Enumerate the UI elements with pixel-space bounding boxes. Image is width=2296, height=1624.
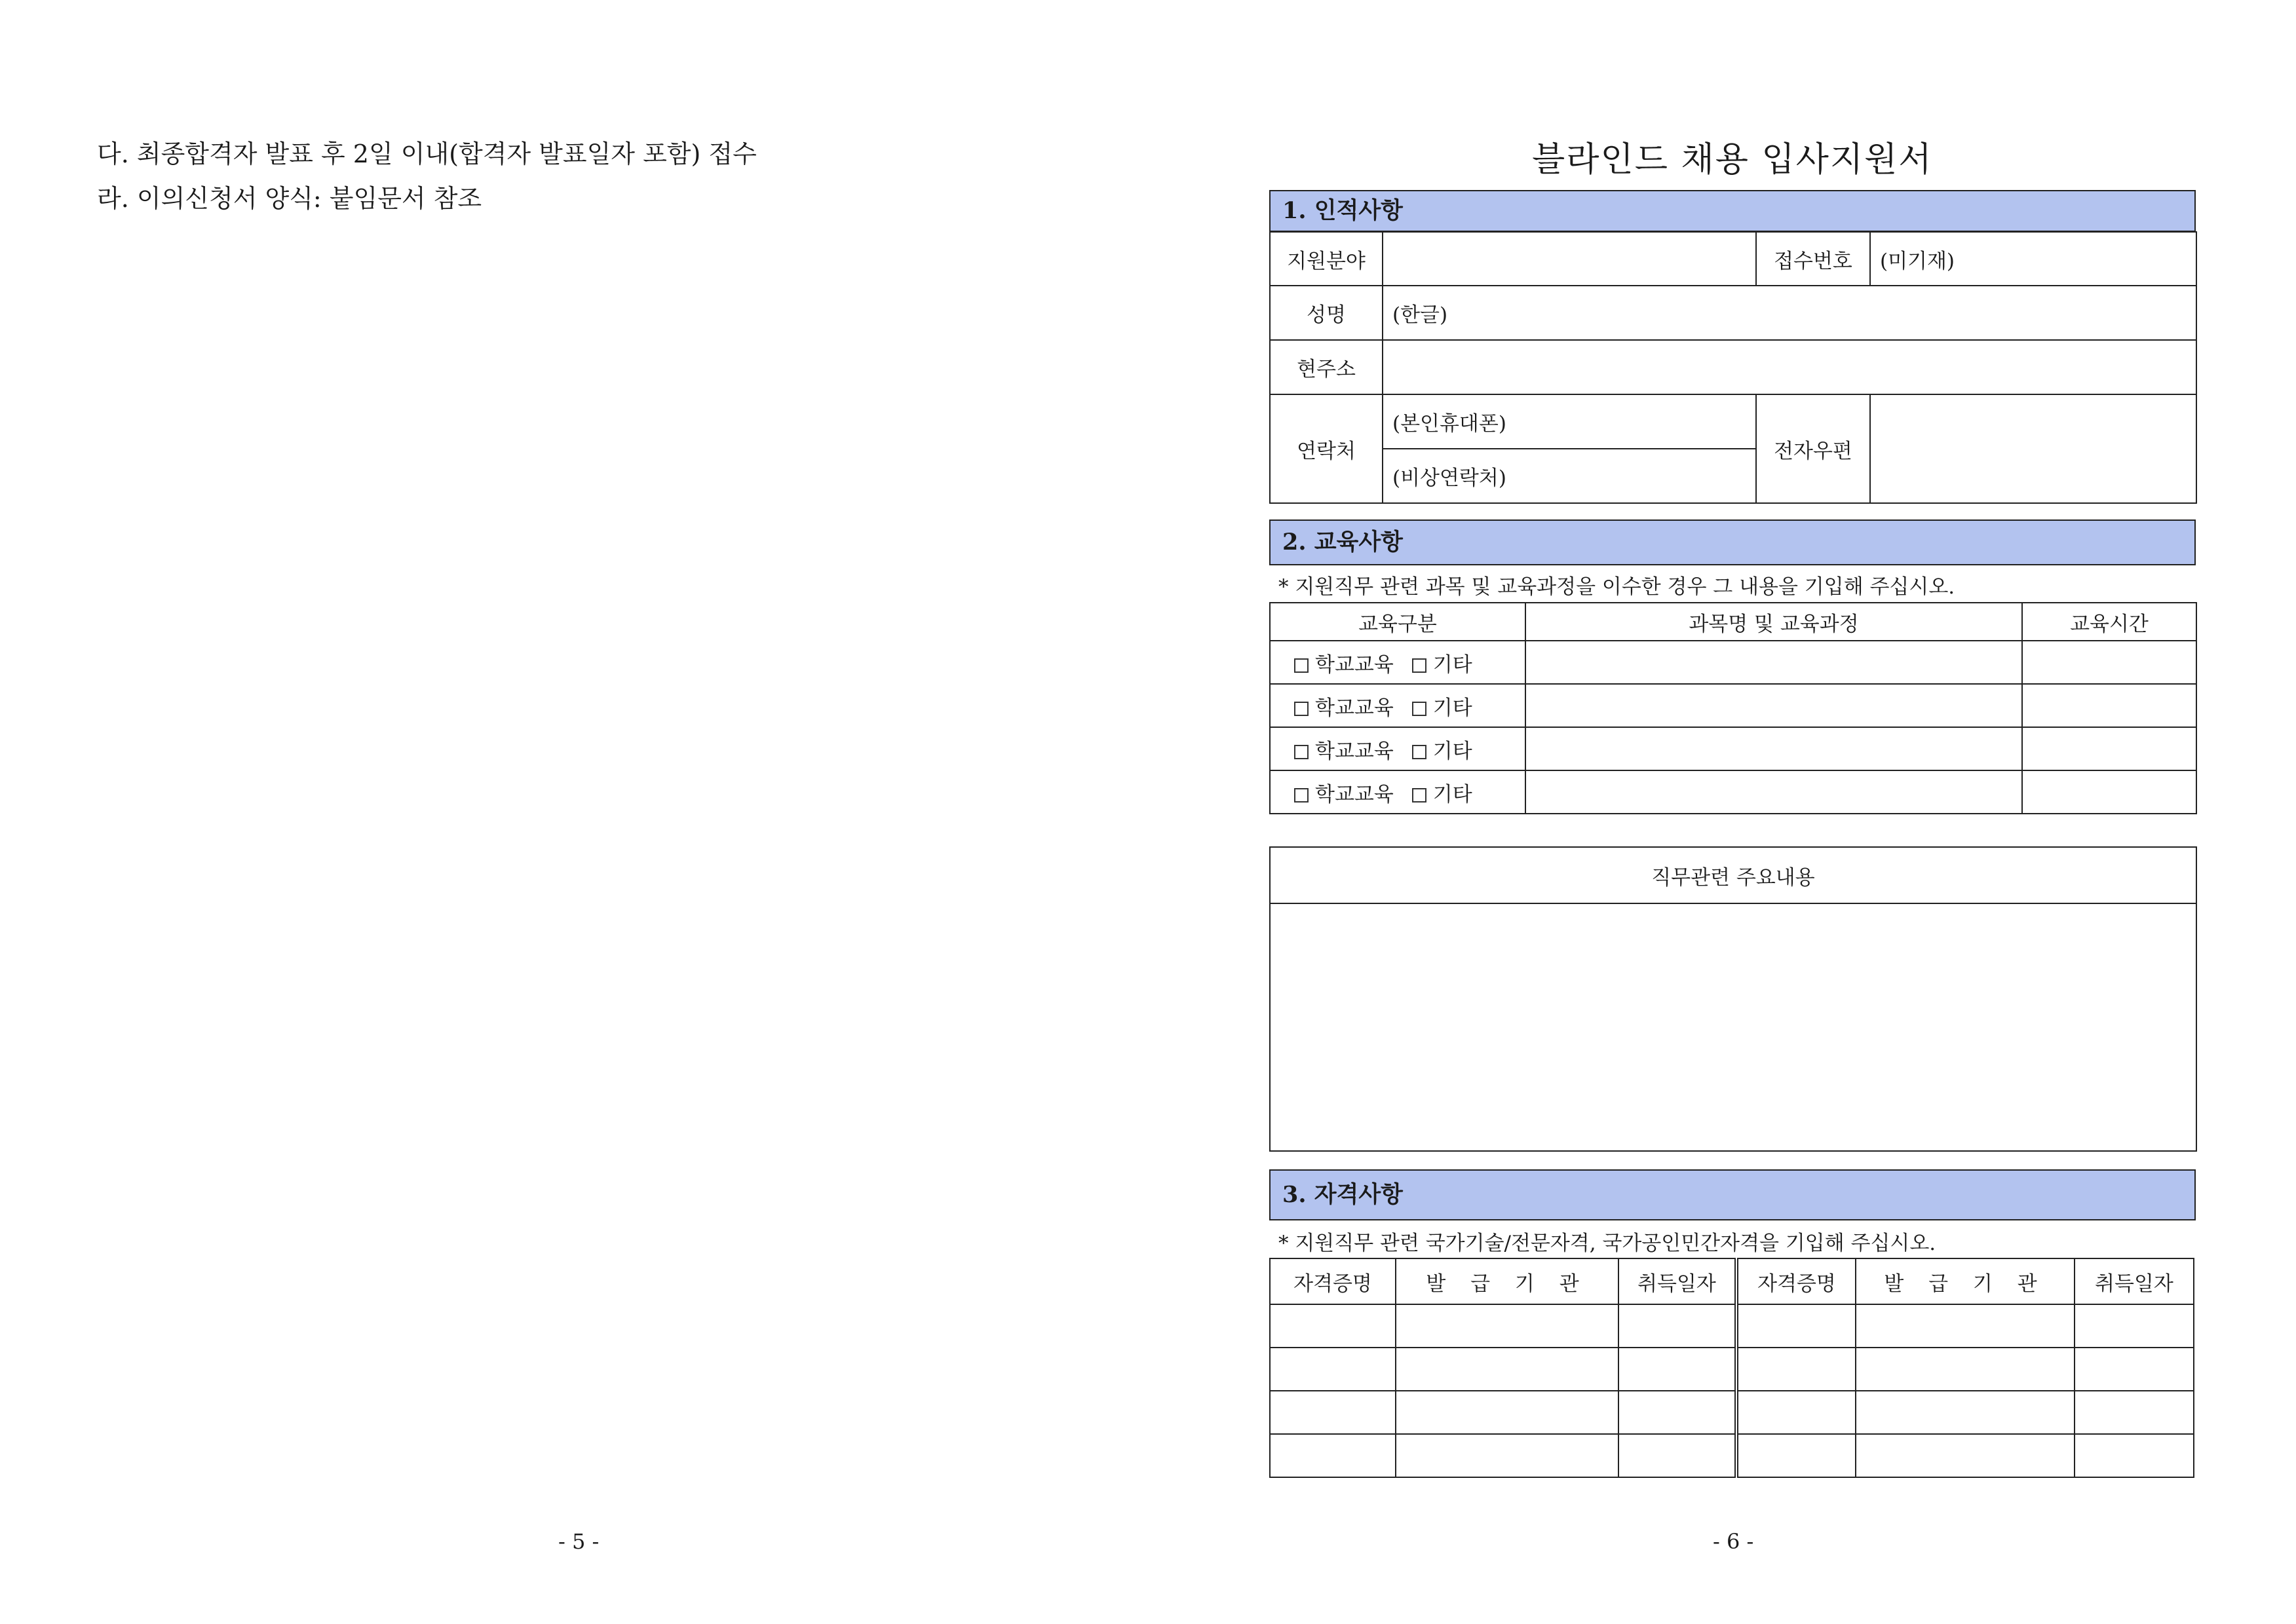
email-input-cell[interactable] — [1870, 394, 2196, 503]
hours-input-cell[interactable] — [2022, 641, 2196, 684]
edu-type-cell — [1270, 641, 1525, 684]
school-option-label: 학교교육 — [1315, 696, 1394, 720]
hours-input-cell[interactable] — [2022, 727, 2196, 770]
school-option-label: 학교교육 — [1315, 782, 1394, 806]
name-input-cell[interactable]: (한글) — [1383, 286, 2196, 340]
edu-type-cell — [1270, 770, 1525, 814]
cert-cell[interactable] — [1736, 1348, 1856, 1391]
cert-col-date: 취득일자 — [1618, 1258, 1736, 1304]
duty-header: 직무관련 주요내용 — [1270, 847, 2196, 903]
cert-cell[interactable] — [1856, 1304, 2075, 1348]
education-table — [1269, 602, 2197, 814]
course-input-cell[interactable] — [1525, 770, 2022, 814]
cert-col-date-2: 취득일자 — [2075, 1258, 2194, 1304]
other-option-label: 기타 — [1432, 696, 1472, 720]
cert-cell[interactable] — [1618, 1348, 1736, 1391]
cert-col-name-2: 자격증명 — [1736, 1258, 1856, 1304]
table-row — [1270, 1304, 2194, 1348]
label-name: 성명 — [1270, 286, 1383, 340]
table-row — [1270, 641, 2196, 684]
cert-cell[interactable] — [1270, 1434, 1396, 1477]
label-contact: 연락처 — [1270, 394, 1383, 503]
certificate-note: * 지원직무 관련 국가기술/전문자격, 국가공인민간자격을 기입해 주십시오. — [1278, 1232, 1936, 1255]
table-row — [1270, 684, 2196, 727]
notice-line-1: 다. 최종합격자 발표 후 2일 이내(합격자 발표일자 포함) 접수 — [97, 140, 757, 168]
cert-cell[interactable] — [1618, 1304, 1736, 1348]
other-checkbox[interactable] — [1412, 745, 1426, 759]
cert-col-issuer-2: 발 급 기 관 — [1856, 1258, 2075, 1304]
form-title: 블라인드 채용 입사지원서 — [1532, 140, 1933, 179]
cert-col-issuer: 발 급 기 관 — [1396, 1258, 1618, 1304]
cert-cell[interactable] — [1270, 1304, 1396, 1348]
cert-cell[interactable] — [1736, 1391, 1856, 1434]
cert-cell[interactable] — [1618, 1434, 1736, 1477]
hours-input-cell[interactable] — [2022, 684, 2196, 727]
edu-col-course: 과목명 및 교육과정 — [1525, 603, 2022, 641]
other-checkbox[interactable] — [1412, 702, 1426, 716]
section1-header: 1. 인적사항 — [1269, 190, 2196, 232]
cert-cell[interactable] — [1396, 1391, 1618, 1434]
table-row — [1270, 1434, 2194, 1477]
cert-cell[interactable] — [1396, 1304, 1618, 1348]
duty-content-input[interactable] — [1270, 903, 2196, 1151]
cert-col-name: 자격증명 — [1270, 1258, 1396, 1304]
cert-cell[interactable] — [1618, 1391, 1736, 1434]
other-checkbox[interactable] — [1412, 788, 1426, 803]
course-input-cell[interactable] — [1525, 641, 2022, 684]
table-row — [1270, 1348, 2194, 1391]
edu-type-cell — [1270, 727, 1525, 770]
emergency-input-cell[interactable]: (비상연락처) — [1383, 449, 1756, 503]
school-checkbox[interactable] — [1294, 702, 1309, 716]
school-option-label: 학교교육 — [1315, 739, 1394, 763]
cert-cell[interactable] — [1736, 1434, 1856, 1477]
cert-cell[interactable] — [2075, 1434, 2194, 1477]
other-option-label: 기타 — [1432, 739, 1472, 763]
cert-cell[interactable] — [2075, 1348, 2194, 1391]
duty-content-table — [1269, 846, 2197, 1152]
cert-cell[interactable] — [1270, 1348, 1396, 1391]
label-field: 지원분야 — [1270, 232, 1383, 286]
cert-cell[interactable] — [1396, 1348, 1618, 1391]
cert-cell[interactable] — [1270, 1391, 1396, 1434]
school-checkbox[interactable] — [1294, 745, 1309, 759]
section3-header: 3. 자격사항 — [1269, 1169, 2196, 1220]
field-input-cell[interactable] — [1383, 232, 1756, 286]
course-input-cell[interactable] — [1525, 727, 2022, 770]
cert-cell[interactable] — [1856, 1348, 2075, 1391]
edu-type-cell — [1270, 684, 1525, 727]
edu-col-type: 교육구분 — [1270, 603, 1525, 641]
address-input-cell[interactable] — [1383, 340, 2196, 394]
other-option-label: 기타 — [1432, 652, 1472, 677]
school-checkbox[interactable] — [1294, 788, 1309, 803]
cert-cell[interactable] — [1396, 1434, 1618, 1477]
school-option-label: 학교교육 — [1315, 652, 1394, 677]
page-number-right: - 6 - — [1713, 1529, 1754, 1554]
cert-cell[interactable] — [2075, 1391, 2194, 1434]
cert-cell[interactable] — [2075, 1304, 2194, 1348]
label-address: 현주소 — [1270, 340, 1383, 394]
other-checkbox[interactable] — [1412, 658, 1426, 673]
education-note: * 지원직무 관련 과목 및 교육과정을 이수한 경우 그 내용을 기입해 주십시오. — [1278, 575, 1955, 599]
table-row — [1270, 727, 2196, 770]
cert-cell[interactable] — [1856, 1434, 2075, 1477]
table-row — [1270, 1391, 2194, 1434]
school-checkbox[interactable] — [1294, 658, 1309, 673]
receipt-no-value: (미기재) — [1870, 232, 2196, 286]
notice-line-2: 라. 이의신청서 양식: 붙임문서 참조 — [97, 184, 482, 213]
cert-cell[interactable] — [1856, 1391, 2075, 1434]
edu-col-hours: 교육시간 — [2022, 603, 2196, 641]
section2-header: 2. 교육사항 — [1269, 519, 2196, 565]
label-email: 전자우편 — [1756, 394, 1870, 503]
page-number-left: - 5 - — [558, 1529, 600, 1554]
certificate-table — [1269, 1258, 2194, 1478]
mobile-input-cell[interactable]: (본인휴대폰) — [1383, 394, 1756, 449]
cert-cell[interactable] — [1736, 1304, 1856, 1348]
course-input-cell[interactable] — [1525, 684, 2022, 727]
personal-info-table — [1269, 231, 2197, 504]
table-row — [1270, 770, 2196, 814]
hours-input-cell[interactable] — [2022, 770, 2196, 814]
label-receipt-no: 접수번호 — [1756, 232, 1870, 286]
other-option-label: 기타 — [1432, 782, 1472, 806]
